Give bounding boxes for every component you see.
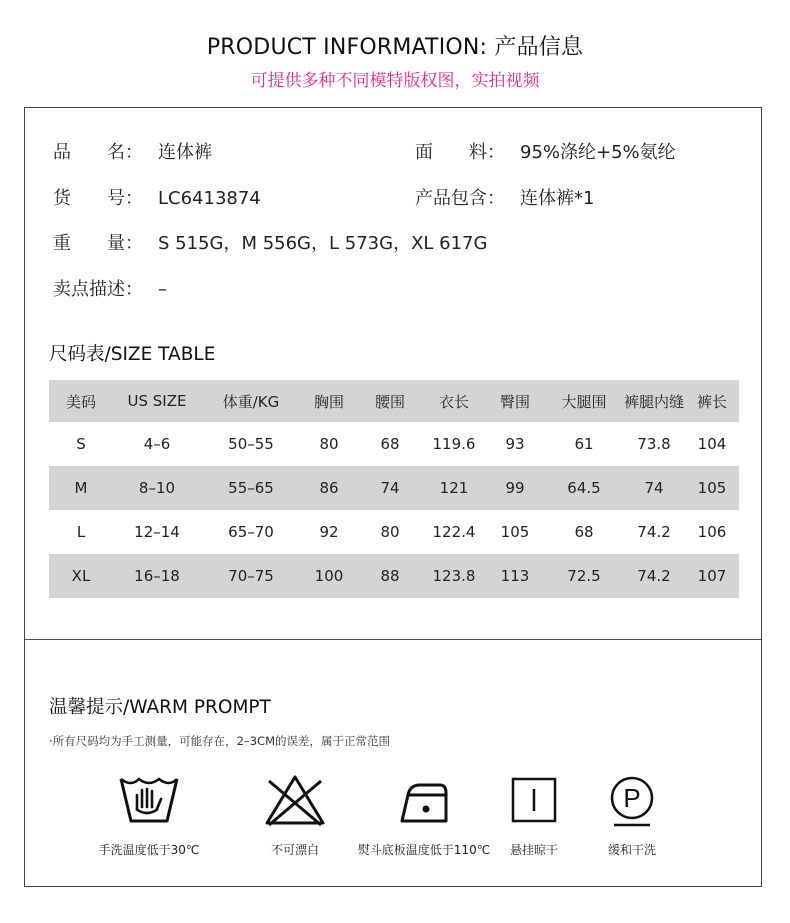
table-cell: 73.8	[637, 435, 671, 453]
table-cell: 99	[485, 466, 545, 510]
size-table-header: 臀围	[485, 380, 545, 422]
info-contents-label: 产品包含：	[415, 188, 505, 209]
care-label: 缓和干洗	[607, 843, 656, 857]
info-contents-value: 连体裤*1	[520, 188, 595, 209]
size-table-header: 腰围	[357, 380, 423, 422]
table-cell: 113	[485, 554, 545, 598]
table-cell: 93	[505, 435, 525, 453]
page-title: PRODUCT INFORMATION: 产品信息	[206, 35, 584, 60]
table-cell: 64.5	[545, 466, 623, 510]
table-cell: 68	[380, 435, 400, 453]
table-cell: 74	[623, 466, 685, 510]
info-sku-row	[53, 184, 261, 210]
table-row	[49, 554, 739, 598]
section-divider	[25, 639, 761, 640]
page-subtitle: 可提供多种不同模特版权图，实拍视频	[250, 71, 540, 91]
table-cell: 92	[319, 523, 339, 541]
care-label: 不可漂白	[270, 843, 319, 857]
hand-wash-icon	[117, 773, 181, 829]
table-cell: 72.5	[545, 554, 623, 598]
hang-dry-icon	[502, 773, 566, 829]
iron-low-icon	[392, 773, 456, 829]
size-table-title: 尺码表/SIZE TABLE	[49, 344, 216, 365]
svg-text:P: P	[623, 783, 641, 813]
info-selling-label: 卖点描述：	[53, 279, 143, 300]
no-bleach-icon	[263, 773, 327, 829]
table-cell: 105	[500, 523, 530, 541]
info-weight-value: S 515G，M 556G，L 573G，XL 617G	[158, 233, 488, 254]
care-label: 手洗温度低于30℃	[98, 843, 200, 857]
table-cell: 65–70	[228, 523, 274, 541]
table-cell: 121	[423, 466, 485, 510]
table-cell: 8–10	[113, 466, 201, 510]
table-cell: 106	[697, 523, 727, 541]
table-cell: 119.6	[432, 435, 476, 453]
warm-prompt-title: 温馨提示/WARM PROMPT	[49, 697, 271, 718]
table-cell: 68	[574, 523, 594, 541]
table-cell: 104	[697, 435, 727, 453]
table-row	[49, 466, 739, 510]
table-cell: 80	[380, 523, 400, 541]
table-cell: 86	[301, 466, 357, 510]
table-cell: M	[49, 466, 113, 510]
table-cell: XL	[49, 554, 113, 598]
table-cell: 80	[319, 435, 339, 453]
table-cell: S	[76, 435, 86, 453]
table-cell: 100	[301, 554, 357, 598]
dry-clean-p-icon	[600, 773, 664, 829]
table-cell: 4–6	[143, 435, 171, 453]
info-sku-value: LC6413874	[158, 188, 261, 209]
size-table-header: US SIZE	[113, 380, 201, 422]
info-material-label: 面 料：	[415, 142, 505, 163]
info-name-row	[53, 138, 212, 164]
size-table-header: 美码	[49, 380, 113, 422]
table-cell: 123.8	[423, 554, 485, 598]
table-cell: 122.4	[432, 523, 476, 541]
size-table-header: 大腿围	[545, 380, 623, 422]
info-material-value: 95%涤纶+5%氨纶	[520, 142, 676, 163]
info-name-value: 连体裤	[158, 142, 212, 163]
table-row	[49, 422, 739, 466]
info-selling-row	[53, 275, 167, 301]
table-cell: 88	[357, 554, 423, 598]
table-cell: 74.2	[637, 523, 671, 541]
size-table-header: 裤长	[685, 380, 739, 422]
care-item-dry-clean	[562, 773, 702, 858]
table-cell: 50–55	[228, 435, 274, 453]
table-cell: 105	[685, 466, 739, 510]
table-cell: 61	[574, 435, 594, 453]
info-sku-label: 货 号：	[53, 188, 143, 209]
table-cell: 12–14	[134, 523, 180, 541]
info-name-label: 品 名：	[53, 142, 143, 163]
table-cell: 55–65	[201, 466, 301, 510]
measurement-note: ·所有尺码均为手工测量，可能存在，2–3CM的误差，属于正常范围	[49, 734, 390, 748]
info-weight-row	[53, 229, 487, 255]
care-label: 熨斗底板温度低于110℃	[357, 843, 491, 857]
size-table-header-row	[49, 380, 739, 422]
size-table	[49, 380, 739, 598]
table-row	[49, 510, 739, 554]
info-contents-row	[415, 184, 594, 210]
care-item-hand-wash	[79, 773, 219, 858]
size-table-header: 体重/KG	[201, 380, 301, 422]
size-table-header: 衣长	[423, 380, 485, 422]
table-cell: 16–18	[113, 554, 201, 598]
product-info-panel	[24, 107, 762, 887]
table-cell: 74.2	[623, 554, 685, 598]
size-table-header: 胸围	[301, 380, 357, 422]
info-weight-label: 重 量：	[53, 233, 143, 254]
care-label: 悬挂晾干	[509, 843, 558, 857]
info-selling-value: –	[158, 279, 167, 300]
size-table-header: 裤腿内缝	[623, 380, 685, 422]
table-cell: 107	[685, 554, 739, 598]
care-item-no-bleach	[225, 773, 365, 858]
table-cell: L	[76, 523, 86, 541]
info-material-row	[415, 138, 676, 164]
table-cell: 70–75	[201, 554, 301, 598]
table-cell: 74	[357, 466, 423, 510]
